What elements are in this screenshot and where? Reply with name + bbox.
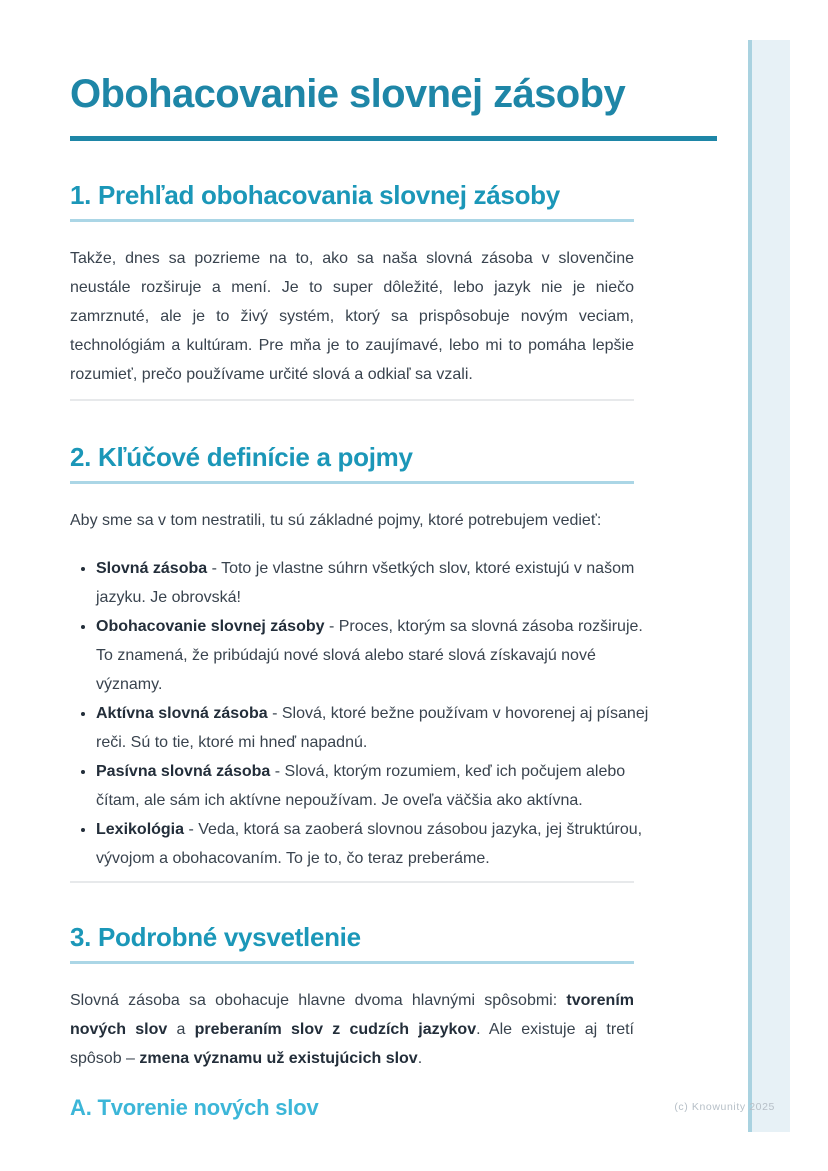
section-3-heading: 3. Podrobné vysvetlenie bbox=[70, 921, 634, 964]
document-page bbox=[70, 0, 718, 1121]
term-label: Pasívna slovná zásoba bbox=[96, 763, 271, 780]
section-2-heading: 2. Kľúčové definície a pojmy bbox=[70, 441, 634, 484]
section-2-intro: Aby sme sa v tom nestratili, tu sú základné pojmy, ktoré potrebujem vedieť: bbox=[70, 512, 602, 529]
section-1-paragraph: Takže, dnes sa pozrieme na to, ako sa naša slovná zásoba v slovenčine neustále rozširuje a mení. Je to super dôležité, lebo jazyk nie je niečo zamrznuté, ale je to živý systém, ktorý sa prispôsobuje novým veciam, technológiám a kultúram. Pre mňa je to zaujímavé, lebo mi to pomáha lepšie rozumieť, prečo používame určité slová a odkiaľ sa vzali. bbox=[70, 250, 634, 383]
term-definition: - Slová, ktorým rozumiem, keď ich počujem alebo čítam, ale sám ich aktívne nepoužívam. Je oveľa väčšia ako aktívna. bbox=[96, 763, 626, 809]
paragraph-bold-segment: tvorením nových slov bbox=[70, 992, 634, 1038]
paragraph-segment: Slovná zásoba sa obohacuje hlavne dvoma hlavnými spôsobmi: bbox=[70, 992, 567, 1009]
definitions-list bbox=[70, 554, 660, 873]
term-definition: - Veda, ktorá sa zaoberá slovnou zásobou jazyka, jej štruktúrou, vývojom a obohacovaním. To je to, čo teraz preberáme. bbox=[96, 821, 643, 867]
section-divider bbox=[70, 881, 634, 883]
paragraph-bold-segment: preberaním slov z cudzích jazykov bbox=[194, 1021, 477, 1038]
term-label: Slovná zásoba bbox=[96, 560, 208, 577]
term-label: Obohacovanie slovnej zásoby bbox=[96, 618, 325, 635]
term-label: Aktívna slovná zásoba bbox=[96, 705, 268, 722]
paragraph-segment: . bbox=[417, 1050, 423, 1067]
list-item bbox=[96, 554, 660, 612]
list-item bbox=[96, 757, 660, 815]
term-definition: - Slová, ktoré bežne používam v hovorenej aj písanej reči. Sú to tie, ktoré mi hneď napadnú. bbox=[96, 705, 649, 751]
section-3-paragraph bbox=[70, 986, 634, 1073]
term-definition: - Toto je vlastne súhrn všetkých slov, ktoré existujú v našom jazyku. Je obrovská! bbox=[96, 560, 635, 606]
section-divider bbox=[70, 399, 634, 401]
term-label: Lexikológia bbox=[96, 821, 185, 838]
footer-credit: (c) Knowunity 2025 bbox=[674, 1101, 775, 1113]
term-definition: - Proces, ktorým sa slovná zásoba rozširuje. To znamená, že pribúdajú nové slová alebo staré slová získavajú nové významy. bbox=[96, 618, 643, 693]
list-item bbox=[96, 815, 660, 873]
list-item bbox=[96, 612, 660, 699]
section-1-heading: 1. Prehľad obohacovania slovnej zásoby bbox=[70, 179, 634, 222]
page-title: Obohacovanie slovnej zásoby bbox=[70, 72, 626, 116]
paragraph-segment: . Ale existuje aj tretí spôsob – bbox=[70, 1021, 634, 1067]
paragraph-bold-segment: zmena významu už existujúcich slov bbox=[139, 1050, 418, 1067]
list-item bbox=[96, 699, 660, 757]
subsection-a-heading: A. Tvorenie nových slov bbox=[70, 1095, 319, 1120]
paragraph-segment: a bbox=[167, 1021, 195, 1038]
accent-sidebar-bar bbox=[748, 40, 790, 1132]
title-divider-rule bbox=[70, 136, 717, 141]
